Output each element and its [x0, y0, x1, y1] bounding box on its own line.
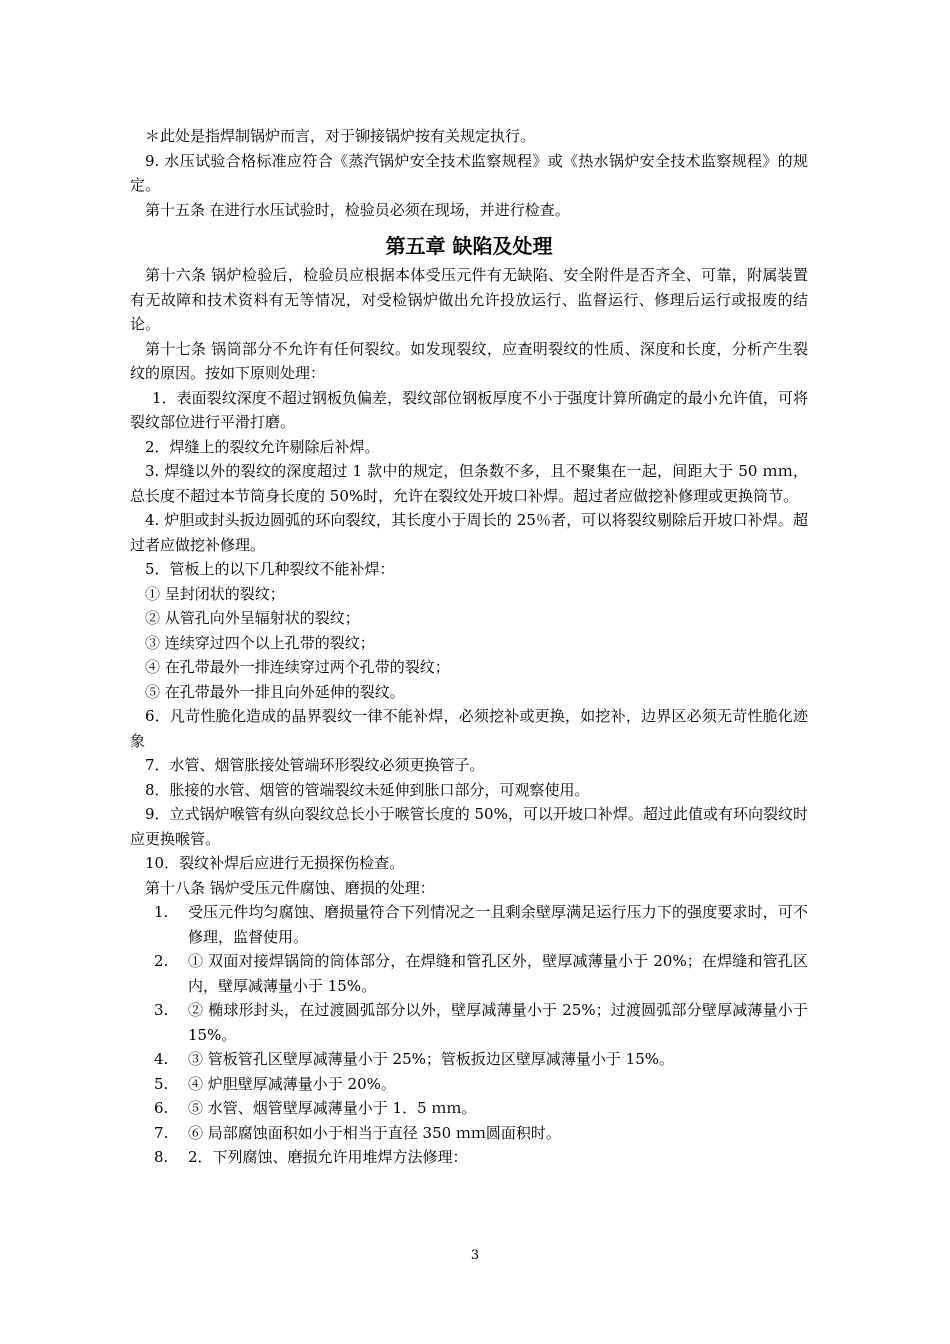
- list-text: ② 椭球形封头，在过渡圆弧部分以外，壁厚减薄量小于 25%；过渡圆弧部分壁厚减薄量小于 15%。: [188, 1001, 808, 1044]
- footnote-text: ＊此处是指焊制锅炉而言，对于铆接锅炉按有关规定执行。: [145, 127, 536, 145]
- list-text: ⑤ 水管、烟管壁厚减薄量小于 1．5 ｍｍ。: [188, 1099, 477, 1117]
- list-item: [130, 998, 808, 1047]
- paragraph: 6．凡苛性脆化造成的晶界裂纹一律不能补焊，必须挖补或更换，如挖补，边界区必须无苛性脆化迹象: [130, 707, 808, 750]
- paragraph: 第十六条 锅炉检验后，检验员应根据本体受压元件有无缺陷、安全附件是否齐全、可靠，附属装置有无故障和技术资料有无等情况，对受检锅炉做出允许投放运行、监督运行、修理后运行或报废的结论。: [130, 266, 808, 333]
- list-number: 4.: [154, 1050, 169, 1068]
- paragraph: 9. 水压试验合格标准应符合《蒸汽锅炉安全技术监察规程》或《热水锅炉安全技术监察规程》的规定。: [130, 151, 808, 194]
- paragraph: 9．立式锅炉喉管有纵向裂纹总长小于喉管长度的 50%，可以开坡口补焊。超过此值或有环向裂纹时应更换喉管。: [130, 805, 808, 848]
- page-number: 3: [470, 1248, 480, 1263]
- paragraph: 5．管板上的以下几种裂纹不能补焊：: [145, 560, 395, 578]
- paragraph: 第十八条 锅炉受压元件腐蚀、磨损的处理：: [145, 878, 435, 897]
- list-number: 7.: [154, 1123, 169, 1142]
- paragraph: 第十五条 在进行水压试验时，检验员必须在现场，并进行检查。: [145, 200, 570, 219]
- list-item: [130, 1145, 808, 1170]
- list-item: [130, 900, 808, 949]
- list-text: 2．下列腐蚀、磨损允许用堆焊方法修理：: [188, 1148, 468, 1166]
- list-text: ③ 管板管孔区壁厚减薄量小于 25%；管板扳边区壁厚减薄量小于 15%。: [188, 1050, 674, 1068]
- list-item: [130, 1047, 808, 1072]
- list-item: [130, 949, 808, 998]
- list-text: 受压元件均匀腐蚀、磨损量符合下列情况之一且剩余壁厚满足运行压力下的强度要求时，可不修理，监督使用。: [188, 903, 808, 946]
- paragraph: 1．表面裂纹深度不超过钢板负偏差，裂纹部位钢板厚度不小于强度计算所确定的最小允许值，可将裂纹部位进行平滑打磨。: [130, 388, 808, 431]
- circled-item: ⑤ 在孔带最外一排且向外延伸的裂纹。: [145, 682, 405, 701]
- list-item: [130, 1096, 808, 1121]
- list-number: 2.: [154, 952, 169, 970]
- list-item: [130, 1072, 808, 1097]
- paragraph: 7．水管、烟管胀接处管端环形裂纹必须更换管子。: [145, 756, 485, 774]
- paragraph: 3. 焊缝以外的裂纹的深度超过 1 款中的规定，但条数不多，且不聚集在一起，间距大于 50 ｍｍ，总长度不超过本节筒身长度的 50%时，允许在裂纹处开坡口补焊。超过者应做挖补修理或更换筒节。: [130, 462, 808, 505]
- circled-item: ② 从管孔向外呈辐射状的裂纹；: [145, 609, 360, 627]
- page-content: [130, 124, 808, 1170]
- circled-item: ① 呈封闭状的裂纹；: [145, 584, 285, 603]
- list-number: 8.: [154, 1148, 169, 1166]
- list-number: 5.: [154, 1074, 169, 1093]
- paragraph: 2．焊缝上的裂纹允许剔除后补焊。: [145, 437, 380, 456]
- circled-item: ④ 在孔带最外一排连续穿过两个孔带的裂纹；: [145, 658, 450, 676]
- list-text: ① 双面对接焊锅筒的筒体部分，在焊缝和管孔区外，壁厚减薄量小于 20%；在焊缝和管孔区内，壁厚减薄量小于 15%。: [188, 952, 808, 995]
- chapter-title: 第五章 缺陷及处理: [385, 234, 553, 258]
- numbered-list: [130, 900, 808, 1170]
- circled-item: ③ 连续穿过四个以上孔带的裂纹；: [145, 633, 375, 652]
- list-text: ⑥ 局部腐蚀面积如小于相当于直径 350 ｍｍ圆面积时。: [188, 1123, 561, 1142]
- list-text: ④ 炉胆壁厚减薄量小于 20%。: [188, 1074, 396, 1093]
- list-number: 3.: [154, 1001, 169, 1019]
- paragraph: 第十七条 锅筒部分不允许有任何裂纹。如发现裂纹，应查明裂纹的性质、深度和长度，分析产生裂纹的原因。按如下原则处理：: [130, 339, 808, 382]
- paragraph: 10．裂纹补焊后应进行无损探伤检查。: [145, 854, 405, 872]
- paragraph: 8．胀接的水管、烟管的管端裂纹未延伸到胀口部分，可观察使用。: [145, 780, 590, 799]
- paragraph: 4. 炉胆或封头扳边圆弧的环向裂纹，其长度小于周长的 25％者，可以将裂纹剔除后开坡口补焊。超过者应做挖补修理。: [130, 511, 808, 554]
- list-number: 1.: [154, 903, 169, 921]
- list-number: 6.: [154, 1099, 169, 1117]
- list-item: [130, 1121, 808, 1146]
